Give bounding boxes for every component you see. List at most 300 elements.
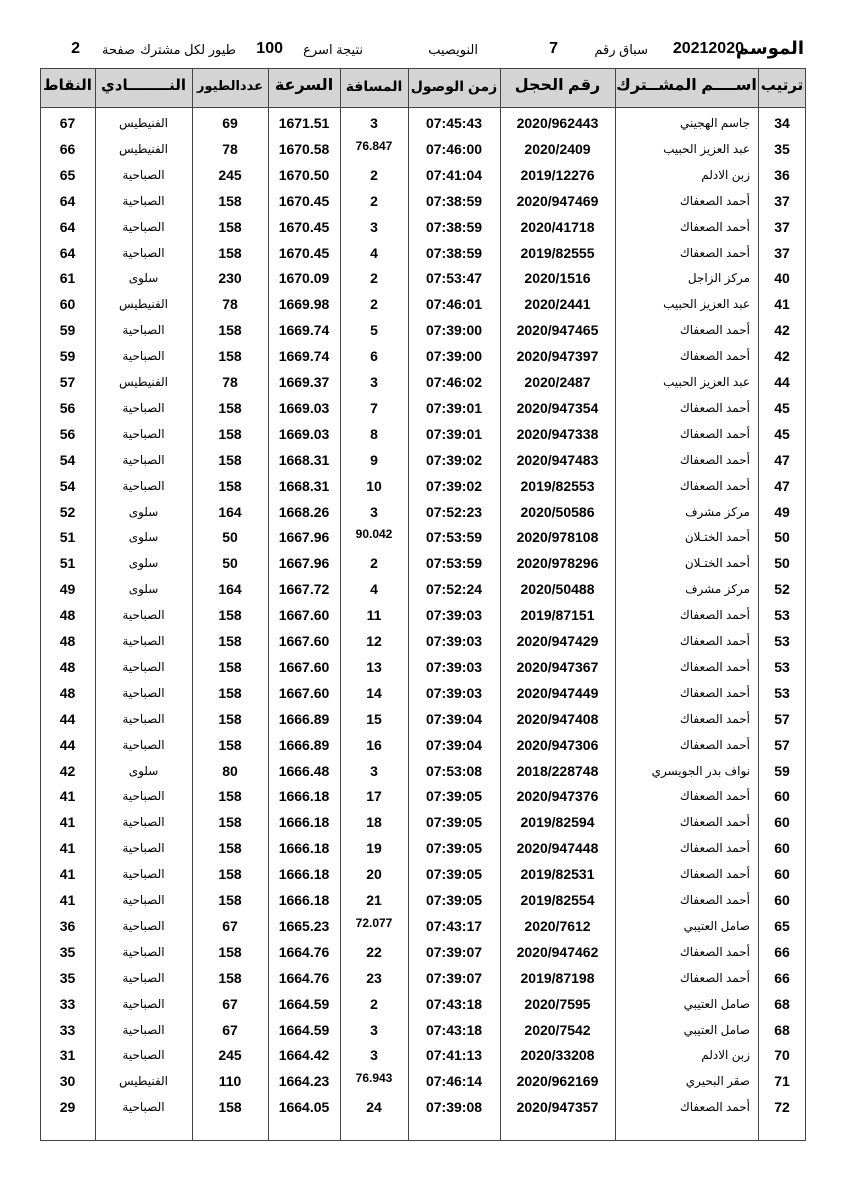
birds-cell: 50 (222, 555, 238, 572)
club-cell: الصباحية (122, 245, 165, 260)
participant-cell: أحمد الصعفاك (679, 893, 750, 907)
points-cell: 54 (59, 451, 76, 468)
speed-cell: 1666.48 (278, 762, 330, 779)
club-cell: الصباحية (122, 1048, 165, 1063)
ring-cell: 2020/978108 (516, 529, 599, 546)
distance-cell: 21 (366, 892, 382, 908)
ring-cell: 2020/947367 (516, 658, 599, 675)
rank-cell: 53 (774, 607, 790, 624)
club-cell: الصباحية (122, 841, 165, 856)
speed-cell: 1666.18 (278, 892, 330, 908)
speed-cell: 1670.09 (278, 270, 330, 287)
col-participant-header: اســــم المشــترك (616, 77, 757, 94)
points-cell: 42 (59, 762, 76, 779)
rank-cell: 68 (774, 1021, 790, 1038)
speed-cell: 1668.31 (278, 477, 330, 494)
speed-cell: 1667.60 (278, 607, 330, 624)
ring-cell: 2020/947448 (516, 840, 599, 857)
ring-cell: 2020/947354 (516, 399, 599, 416)
speed-cell: 1669.74 (278, 322, 330, 339)
col-arrival-header: زمن الوصول (410, 78, 498, 94)
col-club-header: النــــــــادي (101, 77, 186, 94)
birds-cell: 230 (218, 270, 242, 287)
rank-cell: 37 (774, 244, 790, 261)
participant-cell: أحمد الصعفاك (679, 219, 750, 234)
participant-cell: زبن الادلم (701, 1048, 750, 1063)
distance-cell: 90.042 (355, 527, 393, 542)
distance-cell: 6 (370, 348, 378, 365)
ring-cell: 2020/947408 (516, 710, 599, 727)
club-cell: الفنيطيس (118, 297, 169, 312)
rank-cell: 37 (774, 218, 790, 235)
ring-cell: 2020/962443 (516, 115, 599, 131)
rank-cell: 41 (774, 296, 790, 313)
distance-cell: 9 (370, 451, 378, 468)
club-cell: سلوى (128, 556, 159, 571)
ring-cell: 2020/2441 (524, 296, 591, 313)
points-cell: 41 (59, 866, 76, 883)
rank-cell: 53 (774, 658, 790, 675)
points-cell: 57 (59, 374, 76, 390)
points-cell: 33 (59, 1021, 76, 1038)
ring-cell: 2019/82555 (520, 244, 595, 261)
distance-cell: 10 (366, 477, 382, 494)
speed-cell: 1664.05 (278, 1099, 330, 1116)
points-cell: 67 (59, 115, 76, 131)
rank-cell: 60 (774, 814, 790, 831)
table-row (0, 809, 848, 835)
speed-cell: 1668.31 (278, 451, 330, 468)
arrival-cell: 07:38:59 (425, 218, 483, 235)
rank-cell: 45 (774, 425, 790, 442)
ring-cell: 2018/228748 (516, 762, 599, 779)
table-row (0, 265, 848, 291)
ring-cell: 2019/82594 (520, 814, 595, 831)
birds-cell: 158 (218, 425, 242, 442)
distance-cell: 11 (366, 607, 382, 624)
birds-cell: 158 (218, 969, 242, 986)
table-row (0, 136, 848, 162)
points-cell: 56 (59, 425, 76, 442)
club-cell: الصباحية (122, 400, 165, 415)
arrival-cell: 07:41:13 (425, 1047, 483, 1064)
distance-cell: 2 (370, 555, 378, 572)
points-cell: 60 (59, 296, 76, 313)
speed-cell: 1670.45 (278, 244, 330, 261)
birds-cell: 245 (218, 166, 242, 183)
distance-cell: 18 (366, 814, 382, 831)
arrival-cell: 07:53:47 (425, 270, 483, 287)
table-row (0, 499, 848, 525)
distance-cell: 72.077 (355, 915, 393, 930)
distance-cell: 7 (370, 399, 378, 416)
ring-cell: 2020/7612 (524, 917, 591, 934)
club-cell: الصباحية (122, 634, 165, 648)
distance-cell: 19 (366, 840, 382, 857)
distance-cell: 23 (366, 969, 382, 986)
table-row (0, 939, 848, 965)
birds-cell: 158 (218, 840, 242, 857)
birds-cell: 158 (218, 710, 242, 727)
table-row (0, 783, 848, 809)
rank-cell: 52 (774, 581, 790, 598)
table-row (0, 887, 848, 913)
table-row (0, 965, 848, 991)
points-cell: 59 (59, 348, 76, 365)
participant-cell: صامل العتيبي (683, 918, 750, 933)
points-cell: 65 (59, 166, 76, 183)
arrival-cell: 07:46:00 (425, 140, 483, 157)
table-row (0, 110, 848, 136)
page-value: 2 (71, 40, 80, 57)
speed-cell: 1667.60 (278, 684, 330, 701)
points-cell: 35 (59, 969, 76, 986)
arrival-cell: 07:38:59 (425, 192, 483, 209)
club-cell: الصباحية (122, 815, 165, 830)
birds-cell: 78 (222, 140, 238, 157)
rank-cell: 40 (774, 270, 790, 287)
arrival-cell: 07:39:03 (425, 633, 483, 649)
rank-cell: 72 (774, 1099, 790, 1116)
ring-cell: 2019/12276 (520, 166, 595, 183)
club-cell: الفنيطيس (118, 375, 169, 389)
rank-cell: 57 (774, 736, 790, 753)
distance-cell: 3 (370, 1021, 378, 1038)
club-cell: الصباحية (122, 219, 165, 234)
rank-cell: 47 (774, 477, 790, 494)
arrival-cell: 07:39:01 (425, 399, 483, 416)
arrival-cell: 07:45:43 (425, 115, 483, 131)
ring-cell: 2020/947429 (516, 633, 599, 649)
rank-cell: 49 (774, 503, 790, 520)
speed-cell: 1671.51 (278, 115, 330, 131)
distance-cell: 2 (370, 296, 378, 313)
arrival-cell: 07:39:03 (425, 684, 483, 701)
col-rank-header: ترتيب (760, 77, 804, 94)
points-cell: 35 (59, 943, 76, 960)
club-cell: الصباحية (122, 426, 165, 441)
participant-cell: أحمد الصعفاك (679, 789, 750, 804)
table-row (0, 1068, 848, 1094)
table-row (0, 395, 848, 421)
col-distance-header: المسافة (345, 78, 403, 94)
distance-cell: 3 (370, 1047, 378, 1064)
club-cell: الصباحية (122, 970, 165, 985)
table-row (0, 991, 848, 1017)
speed-cell: 1666.18 (278, 866, 330, 883)
arrival-cell: 07:39:05 (425, 866, 483, 883)
ring-cell: 2020/947483 (516, 451, 599, 468)
points-cell: 51 (59, 529, 76, 546)
table-row (0, 576, 848, 602)
participant-cell: أحمد الصعفاك (679, 245, 750, 260)
club-cell: سلوى (128, 582, 159, 597)
club-cell: الصباحية (122, 167, 165, 182)
birds-cell: 158 (218, 943, 242, 960)
points-cell: 44 (59, 710, 76, 727)
distance-cell: 14 (366, 684, 382, 701)
club-cell: الصباحية (122, 685, 165, 700)
club-cell: الصباحية (122, 918, 165, 933)
speed-cell: 1670.58 (278, 140, 330, 157)
speed-cell: 1666.18 (278, 814, 330, 831)
ring-cell: 2020/50488 (520, 581, 595, 598)
birds-cell: 158 (218, 348, 242, 365)
points-cell: 51 (59, 555, 76, 572)
table-row (0, 680, 848, 706)
distance-cell: 12 (366, 633, 382, 649)
arrival-cell: 07:39:04 (425, 710, 483, 727)
speed-cell: 1664.76 (278, 969, 330, 986)
rank-cell: 57 (774, 710, 790, 727)
participant-cell: صقر البحيري (685, 1074, 750, 1089)
arrival-cell: 07:39:02 (425, 451, 483, 468)
participant-cell: عبد العزيز الحبيب (663, 297, 750, 312)
speed-cell: 1664.59 (278, 1021, 330, 1038)
rank-cell: 71 (774, 1073, 790, 1090)
points-cell: 66 (59, 140, 76, 157)
rank-cell: 60 (774, 866, 790, 883)
distance-cell: 3 (370, 374, 378, 390)
points-cell: 44 (59, 736, 76, 753)
participant-cell: أحمد الصعفاك (679, 685, 750, 700)
participant-cell: أحمد الصعفاك (679, 1100, 750, 1115)
participant-cell: نواف بدر الجويسري (651, 763, 750, 778)
birds-cell: 80 (222, 762, 238, 779)
points-cell: 64 (59, 218, 76, 235)
table-row (0, 913, 848, 939)
arrival-cell: 07:39:05 (425, 814, 483, 831)
table-row (0, 732, 848, 758)
rank-cell: 65 (774, 917, 790, 934)
arrival-cell: 07:39:03 (425, 607, 483, 624)
participant-cell: جاسم الهجيني (680, 116, 750, 130)
club-cell: الصباحية (122, 659, 165, 674)
club-cell: سلوى (128, 530, 159, 545)
distance-cell: 8 (370, 425, 378, 442)
points-cell: 31 (59, 1047, 76, 1064)
birds-cell: 78 (222, 374, 238, 390)
table-row (0, 1042, 848, 1068)
birds-cell: 158 (218, 814, 242, 831)
participant-cell: زبن الادلم (701, 167, 750, 182)
club-cell: الصباحية (122, 789, 165, 804)
birds-cell: 158 (218, 399, 242, 416)
rank-cell: 45 (774, 399, 790, 416)
points-cell: 41 (59, 840, 76, 857)
arrival-cell: 07:46:01 (425, 296, 483, 313)
club-cell: الصباحية (122, 893, 165, 907)
ring-cell: 2020/947306 (516, 736, 599, 753)
birds-cell: 158 (218, 892, 242, 908)
club-cell: الصباحية (122, 944, 165, 959)
ring-cell: 2020/50586 (520, 503, 595, 520)
rank-cell: 34 (774, 115, 790, 131)
rank-cell: 36 (774, 166, 790, 183)
participant-cell: عبد العزيز الحبيب (663, 141, 750, 156)
speed-cell: 1670.45 (278, 192, 330, 209)
birds-cell: 158 (218, 477, 242, 494)
speed-cell: 1669.98 (278, 296, 330, 313)
participant-cell: أحمد الصعفاك (679, 815, 750, 830)
ring-cell: 2019/87151 (520, 607, 595, 624)
arrival-cell: 07:39:07 (425, 969, 483, 986)
location: النويصيب (428, 42, 478, 57)
distance-cell: 4 (370, 244, 378, 261)
points-cell: 64 (59, 244, 76, 261)
rank-cell: 66 (774, 969, 790, 986)
birds-cell: 158 (218, 322, 242, 339)
ring-cell: 2020/947462 (516, 943, 599, 960)
rank-cell: 53 (774, 684, 790, 701)
ring-cell: 2020/947465 (516, 322, 599, 339)
rank-cell: 60 (774, 788, 790, 805)
birds-cell: 158 (218, 607, 242, 624)
rank-cell: 47 (774, 451, 790, 468)
points-cell: 30 (59, 1073, 76, 1090)
club-cell: الصباحية (122, 193, 165, 208)
arrival-cell: 07:39:07 (425, 943, 483, 960)
arrival-cell: 07:39:05 (425, 788, 483, 805)
arrival-cell: 07:53:08 (425, 762, 483, 779)
speed-cell: 1667.72 (278, 581, 330, 598)
speed-cell: 1666.18 (278, 788, 330, 805)
participant-cell: أحمد الصعفاك (679, 841, 750, 856)
ring-cell: 2019/82553 (520, 477, 595, 494)
points-cell: 61 (59, 270, 76, 287)
points-cell: 56 (59, 399, 76, 416)
table-row (0, 162, 848, 188)
table-row (0, 706, 848, 732)
arrival-cell: 07:39:00 (425, 322, 483, 339)
arrival-cell: 07:38:59 (425, 244, 483, 261)
ring-cell: 2020/41718 (520, 218, 595, 235)
ring-cell: 2020/947357 (516, 1099, 599, 1116)
points-cell: 41 (59, 788, 76, 805)
points-cell: 52 (59, 503, 76, 520)
speed-cell: 1667.96 (278, 529, 330, 546)
participant-cell: أحمد الصعفاك (679, 737, 750, 752)
rank-cell: 59 (774, 762, 790, 779)
distance-cell: 3 (370, 218, 378, 235)
birds-cell: 110 (218, 1073, 242, 1090)
arrival-cell: 07:52:23 (425, 503, 483, 520)
points-cell: 48 (59, 658, 76, 675)
speed-cell: 1665.23 (278, 917, 330, 934)
distance-cell: 2 (370, 995, 378, 1012)
speed-cell: 1666.18 (278, 840, 330, 857)
participant-cell: أحمد الصعفاك (679, 867, 750, 882)
speed-cell: 1664.59 (278, 995, 330, 1012)
birds-cell: 67 (222, 1021, 238, 1038)
club-cell: الصباحية (122, 478, 165, 493)
club-cell: الفنيطيس (118, 1074, 169, 1089)
club-cell: سلوى (128, 763, 159, 778)
rank-cell: 37 (774, 192, 790, 209)
ring-cell: 2020/947449 (516, 684, 599, 701)
birds-cell: 158 (218, 218, 242, 235)
rank-cell: 68 (774, 995, 790, 1012)
speed-cell: 1664.23 (278, 1073, 330, 1090)
distance-cell: 20 (366, 866, 382, 883)
distance-cell: 3 (370, 503, 378, 520)
birds-cell: 158 (218, 192, 242, 209)
distance-cell: 2 (370, 166, 378, 183)
participant-cell: مركز مشرف (685, 582, 750, 597)
ring-cell: 2020/978296 (516, 555, 599, 572)
birds-cell: 78 (222, 296, 238, 313)
speed-cell: 1667.60 (278, 658, 330, 675)
points-cell: 41 (59, 814, 76, 831)
race-value: 7 (549, 40, 558, 57)
speed-cell: 1667.60 (278, 633, 330, 649)
arrival-cell: 07:39:05 (425, 892, 483, 908)
birds-cell: 164 (218, 503, 242, 520)
rank-cell: 70 (774, 1047, 790, 1064)
rank-cell: 44 (774, 374, 790, 390)
arrival-cell: 07:39:04 (425, 736, 483, 753)
table-row (0, 188, 848, 214)
points-cell: 41 (59, 892, 76, 908)
birds-cell: 50 (222, 529, 238, 546)
distance-cell: 4 (370, 581, 378, 598)
table-row (0, 214, 848, 240)
participant-cell: عبد العزيز الحبيب (663, 375, 750, 389)
table-row (0, 317, 848, 343)
participant-cell: أحمد الصعفاك (679, 944, 750, 959)
birds-cell: 164 (218, 581, 242, 598)
ring-cell: 2019/82531 (520, 866, 595, 883)
table-row (0, 421, 848, 447)
participant-cell: صامل العتيبي (683, 996, 750, 1011)
birds-cell: 69 (222, 115, 238, 131)
points-cell: 54 (59, 477, 76, 494)
participant-cell: أحمد الصعفاك (679, 659, 750, 674)
season-label: الموسم (735, 38, 804, 58)
participant-cell: أحمد الصعفاك (679, 608, 750, 623)
col-speed-header: السرعة (274, 77, 334, 94)
rank-cell: 42 (774, 322, 790, 339)
club-cell: الفنيطيس (118, 116, 169, 130)
distance-cell: 2 (370, 192, 378, 209)
points-cell: 49 (59, 581, 76, 598)
points-cell: 48 (59, 607, 76, 624)
distance-cell: 2 (370, 270, 378, 287)
ring-cell: 2020/7595 (524, 995, 591, 1012)
arrival-cell: 07:43:17 (425, 917, 483, 934)
race-label: سباق رقم (594, 42, 648, 57)
table-row (0, 654, 848, 680)
club-cell: الصباحية (122, 996, 165, 1011)
participant-cell: صامل العتيبي (683, 1022, 750, 1037)
birds-cell: 67 (222, 917, 238, 934)
points-cell: 59 (59, 322, 76, 339)
participant-cell: أحمد الصعفاك (679, 711, 750, 726)
participant-cell: أحمد الصعفاك (679, 634, 750, 648)
per-label: طيور لكل مشترك (140, 42, 236, 57)
speed-cell: 1664.42 (278, 1047, 330, 1064)
distance-cell: 22 (366, 943, 382, 960)
rank-cell: 42 (774, 348, 790, 365)
distance-cell: 13 (366, 658, 382, 675)
arrival-cell: 07:41:04 (425, 166, 483, 183)
ring-cell: 2020/33208 (520, 1047, 595, 1064)
distance-cell: 16 (366, 736, 382, 753)
participant-cell: مركز مشرف (685, 504, 750, 519)
speed-cell: 1670.45 (278, 218, 330, 235)
speed-cell: 1667.96 (278, 555, 330, 572)
distance-cell: 3 (370, 762, 378, 779)
